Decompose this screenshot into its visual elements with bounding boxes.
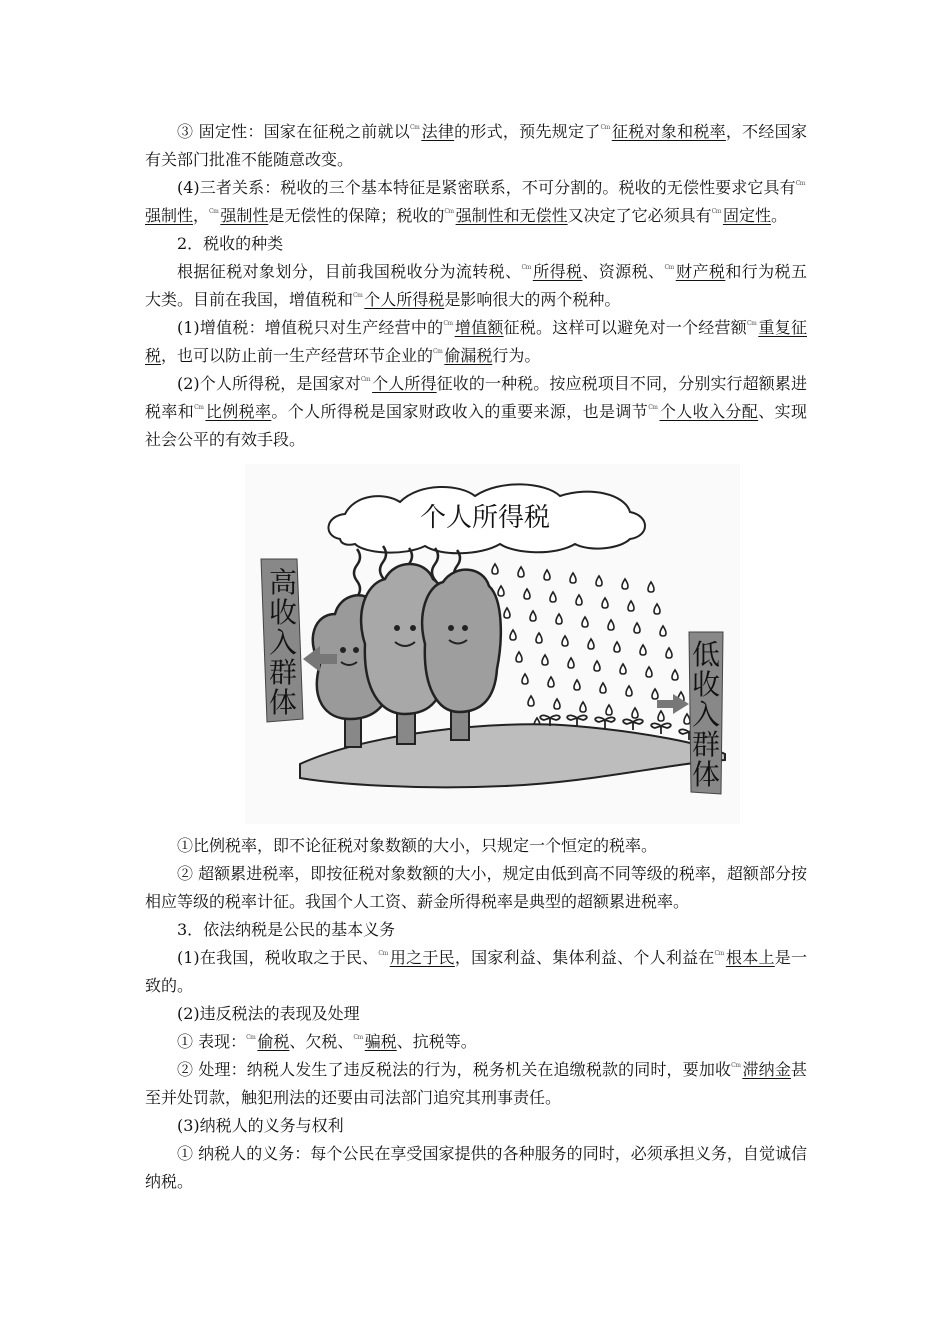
sign-char: 收 bbox=[691, 668, 721, 701]
answer-blank: 重复征税 bbox=[145, 318, 807, 365]
blank-marker: Cm bbox=[600, 124, 610, 131]
answer-blank: 财产税 bbox=[675, 262, 726, 281]
answer-blank: 比例税率 bbox=[205, 402, 272, 421]
answer-blank: 增值额 bbox=[454, 318, 504, 337]
answer-blank: 个人所得 bbox=[372, 374, 437, 393]
blank-marker: Cm bbox=[711, 208, 721, 215]
text: (1)增值税：增值税只对生产经营中的 bbox=[177, 318, 444, 337]
paragraph-vat bbox=[145, 314, 807, 370]
answer-blank: 强制性和无偿性 bbox=[455, 206, 568, 225]
text: 是一致的。 bbox=[145, 948, 807, 995]
text: ，不经国家有关部门批准不能随意改变。 bbox=[145, 122, 807, 169]
sign-char: 低 bbox=[691, 638, 721, 671]
answer-blank: 法律 bbox=[421, 122, 455, 141]
text: 、资源税、 bbox=[582, 262, 665, 281]
answer-blank: 滞纳金 bbox=[742, 1060, 791, 1079]
answer-blank: 征税对象和税率 bbox=[611, 122, 726, 141]
paragraph-tax-from-people bbox=[145, 944, 807, 1000]
text: 是影响很大的两个税种。 bbox=[444, 290, 621, 309]
income-tax-cartoon bbox=[245, 464, 740, 824]
text: (1)在我国，税收取之于民、 bbox=[177, 948, 379, 967]
text: 。个人所得税是国家财政收入的重要来源，也是调节 bbox=[271, 402, 649, 421]
text: 又决定了它必须具有 bbox=[567, 206, 712, 225]
sign-char: 入 bbox=[691, 698, 721, 731]
blank-marker: Cm bbox=[360, 376, 371, 383]
blank-marker: Cm bbox=[353, 1034, 363, 1041]
answer-blank: 个人所得税 bbox=[364, 290, 445, 309]
cartoon-svg bbox=[245, 464, 740, 824]
answer-blank: 个人收入分配 bbox=[659, 402, 759, 421]
answer-blank: 用之于民 bbox=[389, 948, 455, 967]
text: 行为。 bbox=[492, 346, 541, 365]
paragraph-penalties bbox=[145, 1056, 807, 1112]
text: ③ 固定性：国家在征税之前就以 bbox=[177, 122, 411, 141]
blank-marker: Cm bbox=[731, 1062, 741, 1069]
blank-marker: Cm bbox=[648, 404, 658, 411]
answer-blank: 固定性 bbox=[722, 206, 771, 225]
blank-marker: Cm bbox=[410, 124, 420, 131]
text: 征税。这样可以避免对一个经营额 bbox=[503, 318, 747, 337]
text: ② 处理：纳税人发生了违反税法的行为，税务机关在追缴税款的同时，要加收 bbox=[177, 1060, 732, 1079]
paragraph-relationship bbox=[145, 174, 807, 230]
answer-blank: 强制性 bbox=[220, 206, 269, 225]
text: 和行为税五大类。目前在我国，增值税和 bbox=[145, 262, 807, 309]
paragraph-proportional-rate: ①比例税率，即不论征税对象数额的大小，只规定一个恒定的税率。 bbox=[177, 836, 658, 855]
answer-blank: 骗税 bbox=[364, 1032, 397, 1051]
text: ，也可以防止前一生产经营环节企业的 bbox=[161, 346, 434, 365]
blank-marker: Cm bbox=[194, 404, 204, 411]
paragraph-violations-heading: (2)违反税法的表现及处理 bbox=[177, 1004, 360, 1023]
paragraph-rights-heading: (3)纳税人的义务与权利 bbox=[177, 1116, 344, 1135]
blank-marker: Cm bbox=[443, 320, 453, 327]
paragraph-income-tax bbox=[145, 370, 807, 454]
sign-char: 体 bbox=[691, 758, 721, 791]
text: 甚至并处罚款，触犯刑法的还要由司法部门追究其刑事责任。 bbox=[145, 1060, 807, 1107]
sign-char: 体 bbox=[268, 686, 298, 719]
paragraph-taxpayer-duty: ① 纳税人的义务：每个公民在享受国家提供的各种服务的同时，必须承担义务，自觉诚信纳税。 bbox=[145, 1144, 807, 1191]
sign-char: 群 bbox=[691, 728, 721, 761]
blank-marker: Cm bbox=[521, 264, 531, 271]
section-heading-obligation: 3．依法纳税是公民的基本义务 bbox=[177, 920, 396, 939]
text: ① 表现： bbox=[177, 1032, 247, 1051]
sign-char: 高 bbox=[268, 566, 298, 599]
text: 、实现社会公平的有效手段。 bbox=[145, 402, 807, 449]
text: 的形式，预先规定了 bbox=[454, 122, 601, 141]
answer-blank: 偷漏税 bbox=[444, 346, 493, 365]
text: 、抗税等。 bbox=[396, 1032, 477, 1051]
text: 。 bbox=[770, 206, 787, 225]
text: 征收的一种税。按应税项目不同，分别实行超额累进税率和 bbox=[145, 374, 807, 421]
paragraph-fixedness bbox=[145, 118, 807, 174]
paragraph-violation-forms bbox=[145, 1028, 807, 1056]
blank-marker: Cm bbox=[209, 208, 219, 215]
text: (4)三者关系：税收的三个基本特征是紧密联系，不可分割的。税收的无偿性要求它具有 bbox=[177, 178, 796, 197]
text: ，国家利益、集体利益、个人利益在 bbox=[454, 948, 715, 967]
blank-marker: Cm bbox=[353, 292, 363, 299]
text: 、欠税、 bbox=[289, 1032, 354, 1051]
blank-marker: Cm bbox=[444, 208, 454, 215]
answer-blank: 所得税 bbox=[532, 262, 583, 281]
cloud-label: 个人所得税 bbox=[419, 503, 551, 533]
answer-blank: 偷税 bbox=[257, 1032, 290, 1051]
paragraph-tax-categories bbox=[145, 258, 807, 314]
blank-marker: Cm bbox=[246, 1034, 256, 1041]
answer-blank: 根本上 bbox=[725, 948, 775, 967]
document-page bbox=[145, 118, 807, 1196]
sign-char: 群 bbox=[268, 656, 298, 689]
blank-marker: Cm bbox=[795, 180, 805, 187]
sign-char: 收 bbox=[268, 596, 298, 629]
text: (2)个人所得税，是国家对 bbox=[177, 374, 361, 393]
blank-marker: Cm bbox=[378, 950, 388, 957]
section-heading-tax-types: 2．税收的种类 bbox=[177, 234, 284, 253]
blank-marker: Cm bbox=[714, 950, 724, 957]
text: 是无偿性的保障；税收的 bbox=[268, 206, 445, 225]
paragraph-progressive-rate: ② 超额累进税率，即按征税对象数额的大小，规定由低到高不同等级的税率，超额部分按相应等级的税率计征。我国个人工资、薪金所得税率是典型的超额累进税率。 bbox=[145, 864, 807, 911]
text: 根据征税对象划分，目前我国税收分为流转税、 bbox=[177, 262, 522, 281]
sign-char: 入 bbox=[268, 626, 298, 659]
blank-marker: Cm bbox=[433, 348, 443, 355]
text: ， bbox=[193, 206, 210, 225]
blank-marker: Cm bbox=[747, 320, 757, 327]
blank-marker: Cm bbox=[664, 264, 674, 271]
answer-blank: 强制性 bbox=[145, 206, 194, 225]
